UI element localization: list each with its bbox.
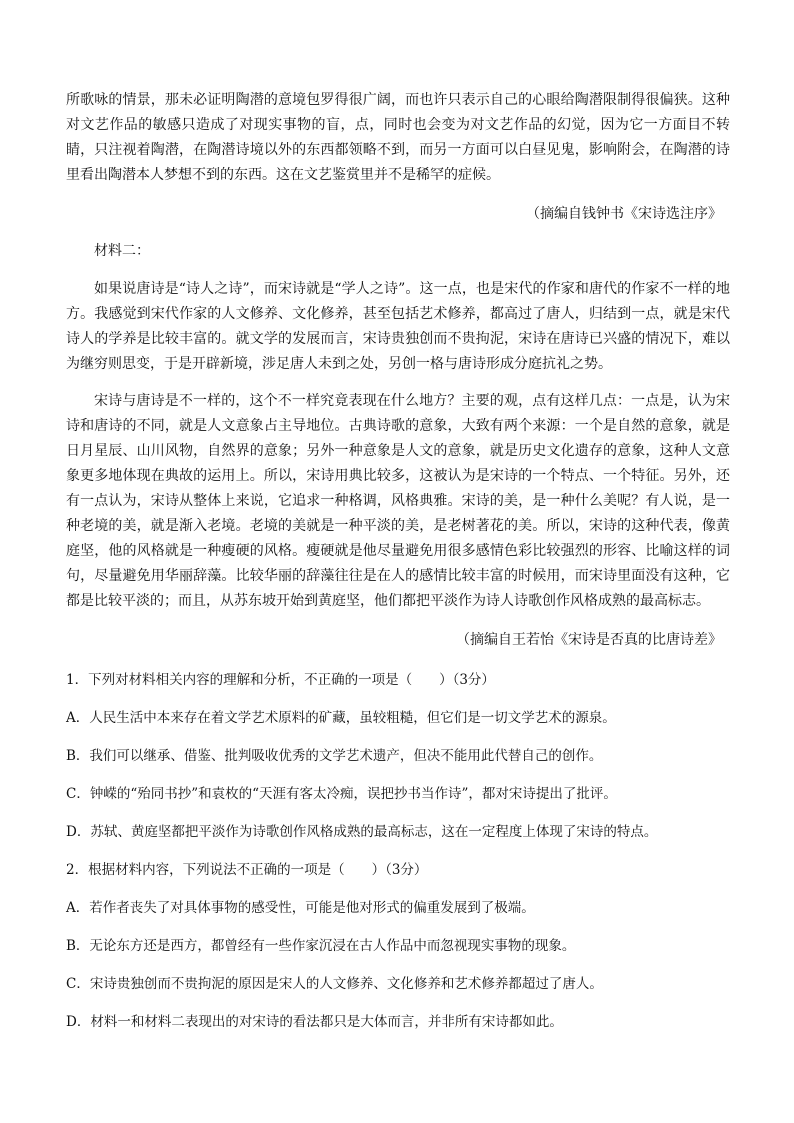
passage-continuation: 所歌咏的情景，那未必证明陶潜的意境包罗得很广阔，而也许只表示自己的心眼给陶潜限制得很偏狭。这种对文艺作品的敏感只造成了对现实事物的盲，点，同时也会变为对文艺作品的幻觉，因为它一方面目不转睛，只注视着陶潜，在陶潜诗境以外的东西都领略不到，而另一方面可以白昼见鬼，影响附会，在陶潜的诗里看出陶潜本人梦想不到的东西。这在文艺鉴赏里并不是稀罕的症候。 <box>66 92 730 183</box>
question-1-option-d: D．苏轼、黄庭坚都把平淡作为诗歌创作风格成熟的最高标志，这在一定程度上体现了宋诗的特点。 <box>66 824 658 840</box>
source-citation-1: （摘编自钱钟书《宋诗选注序》 <box>526 206 722 222</box>
question-1-option-b: B．我们可以继承、借鉴、批判吸收优秀的文学艺术遗产，但决不能用此代替自己的创作。 <box>66 748 603 764</box>
question-2-option-d: D．材料一和材料二表现出的对宋诗的看法都只是大体而言，并非所有宋诗都如此。 <box>66 1014 563 1030</box>
source-citation-2: （摘编自王若怡《宋诗是否真的比唐诗差》 <box>456 632 722 648</box>
material-2-label: 材料二： <box>94 243 150 259</box>
question-1-stem: 1．下列对材料相关内容的理解和分析，不正确的一项是（ ）（3分） <box>66 672 495 688</box>
question-2-option-a: A．若作者丧失了对具体事物的感受性，可能是他对形式的偏重发展到了极端。 <box>66 900 535 916</box>
question-2-option-b: B．无论东方还是西方，都曾经有一些作家沉浸在古人作品中而忽视现实事物的现象。 <box>66 938 576 954</box>
material-2-paragraph-1: 如果说唐诗是“诗人之诗”，而宋诗就是“学人之诗”。这一点，也是宋代的作家和唐代的作家不一样的地方。我感觉到宋代作家的人文修养、文化修养，甚至包括艺术修养，都高过了唐人，归结到一点，就是宋代诗人的学养是比较丰富的。就文学的发展而言，宋诗贵独创而不贵拘泥，宋诗在唐诗已兴盛的情况下，难以为继穷则思变，于是开辟新境，涉足唐人未到之处，另创一格与唐诗形成分庭抗礼之势。 <box>66 281 730 372</box>
material-2-paragraph-2: 宋诗与唐诗是不一样的，这个不一样究竟表现在什么地方？主要的观，点有这样几点：一点是，认为宋诗和唐诗的不同，就是人文意象占主导地位。古典诗歌的意象，大致有两个来源：一个是自然的意象，就是日月星辰、山川风物，自然界的意象；另外一种意象是人文的意象，就是历史文化遗存的意象，这种人文意象更多地体现在典故的运用上。所以，宋诗用典比较多，这被认为是宋诗的一个特点、一个特征。另外，还有一点认为，宋诗从整体上来说，它追求一种格调，风格典雅。宋诗的美，是一种什么美呢？有人说，是一种老境的美，就是渐入老境。老境的美就是一种平淡的美，是老树著花的美。所以，宋诗的这种代表，像黄庭坚，他的风格就是一种瘦硬的风格。瘦硬就是他尽量避免用很多感情色彩比较强烈的形容、比喻这样的词句，尽量避免用华丽辞藻。比较华丽的辞藻往往是在人的感情比较丰富的时候用，而宋诗里面没有这种，它都是比较平淡的；而且，从苏东坡开始到黄庭坚，他们都把平淡作为诗人诗歌创作风格成熟的最高标志。 <box>66 393 730 609</box>
question-1-option-a: A．人民生活中本来存在着文学艺术原料的矿藏，虽较粗糙，但它们是一切文学艺术的源泉。 <box>66 710 616 726</box>
question-2-option-c: C．宋诗贵独创而不贵拘泥的原因是宋人的人文修养、文化修养和艺术修养都超过了唐人。 <box>66 976 603 992</box>
question-2-stem: 2．根据材料内容，下列说法不正确的一项是（ ）（3分） <box>66 862 428 878</box>
question-1-option-c: C．钟嵘的“殆同书抄”和袁枚的“天涯有客太冷痴，误把抄书当作诗”，都对宋诗提出了批评。 <box>66 786 617 802</box>
